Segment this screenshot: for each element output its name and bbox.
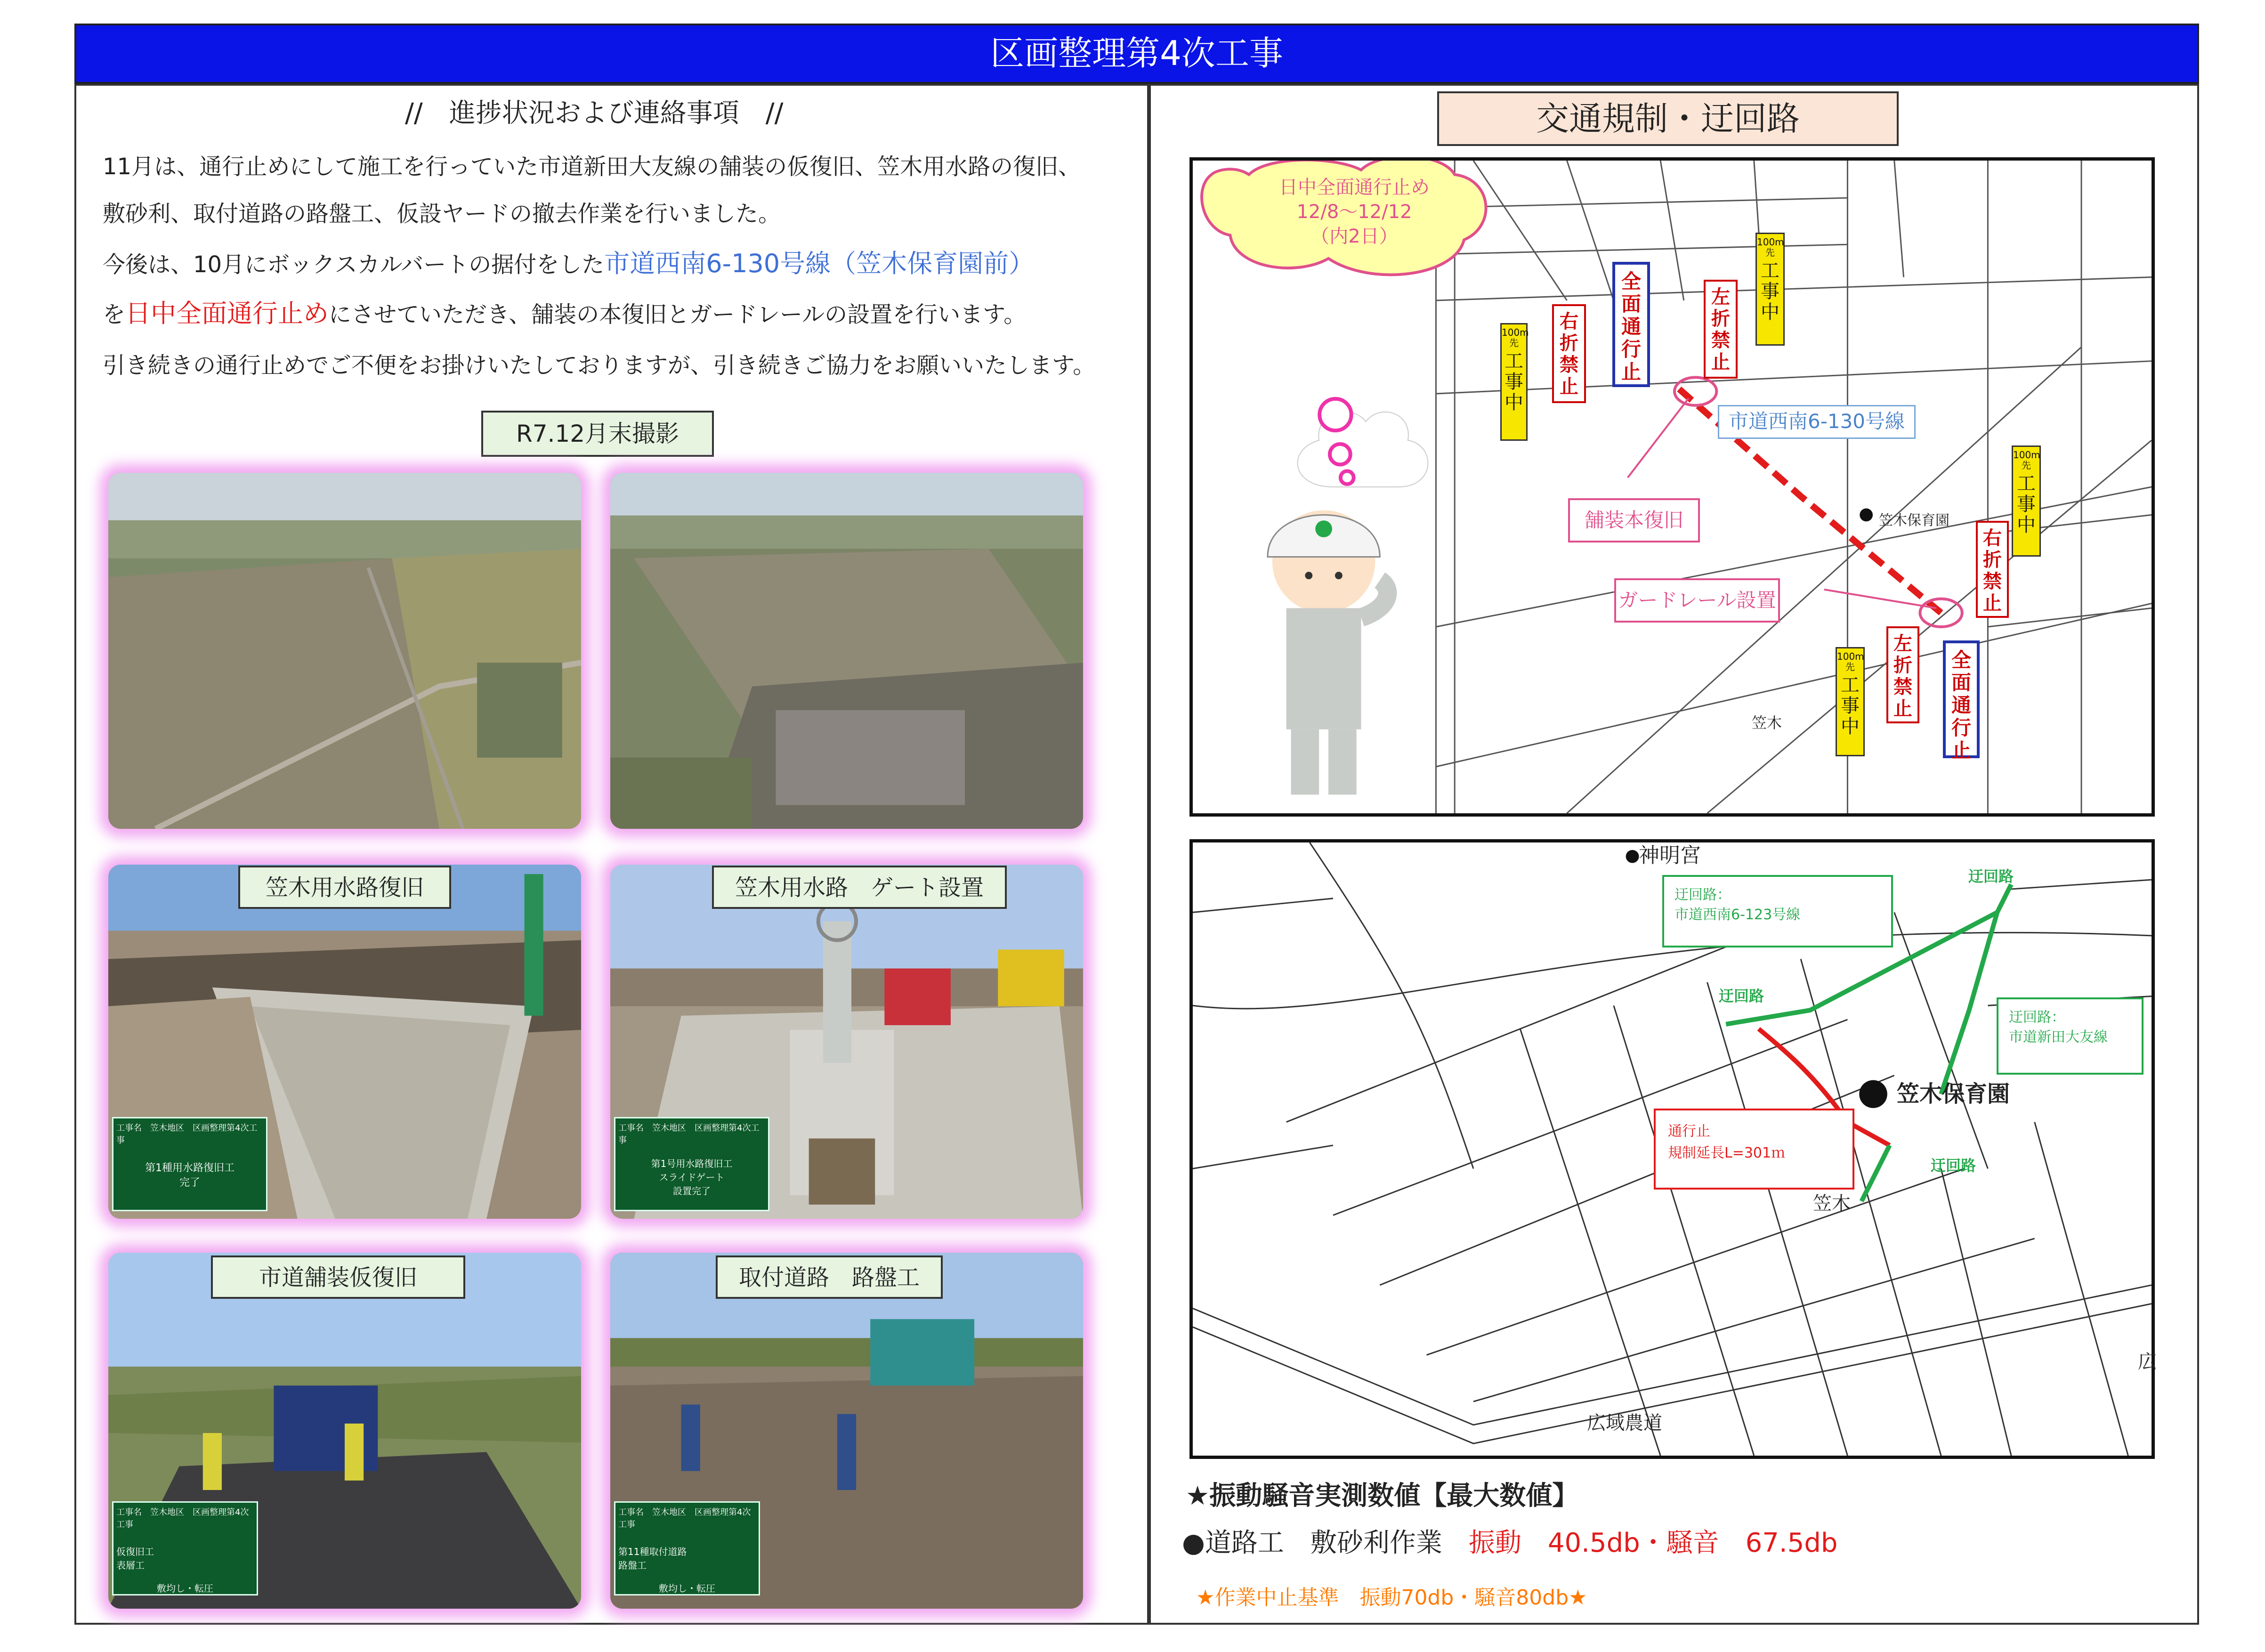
board-line: 敷均し・転圧 bbox=[157, 1583, 213, 1594]
full-close-sign-2: 全面通行止 bbox=[1943, 640, 1980, 758]
area-label-top: 笠木 bbox=[1752, 714, 1782, 732]
photo-caption-paving: 市道舗装仮復旧 bbox=[211, 1255, 465, 1299]
progress-para-4 bbox=[103, 290, 1026, 338]
closure-cloud bbox=[1227, 175, 1481, 249]
noise-heading: ★振動騒音実測数値【最大数値】 bbox=[1186, 1481, 1579, 1511]
board-line: 完了 bbox=[179, 1177, 200, 1189]
progress-para-4-c: にさせていただき、舗装の本復旧とガードレールの設置を行います。 bbox=[329, 301, 1027, 328]
detour-tag-2: 迂回路 bbox=[1719, 987, 1764, 1005]
pave-callout: 舗装本復旧 bbox=[1568, 498, 1700, 543]
work-sign-text: 工事中 bbox=[2017, 473, 2036, 536]
noise-line-a: ●道路工 敷砂利作業 bbox=[1182, 1528, 1469, 1558]
work-sign-dist: 100m先 bbox=[2013, 449, 2040, 471]
work-sign-2 bbox=[1755, 233, 1785, 346]
guardrail-callout: ガードレール設置 bbox=[1614, 578, 1780, 623]
hiro-label: 広 bbox=[2138, 1351, 2157, 1373]
noise-line bbox=[1182, 1522, 1837, 1560]
agri-road-label: 広域農道 bbox=[1587, 1412, 1662, 1434]
work-sign-text: 工事中 bbox=[1761, 260, 1780, 323]
work-sign-3 bbox=[2012, 445, 2041, 557]
photo-board-gate bbox=[614, 1117, 769, 1211]
traffic-map bbox=[1189, 157, 2155, 817]
board-line: 路盤工 bbox=[618, 1560, 647, 1571]
closure-callout bbox=[1654, 1109, 1854, 1190]
full-close-sign-1: 全面通行止 bbox=[1612, 262, 1650, 387]
photo-board-roadbed bbox=[614, 1501, 760, 1595]
photo-board-waterway bbox=[112, 1117, 267, 1211]
progress-para-5: 引き続きの通行止めでご不便をお掛けいたしておりますが、引き続きご協力をお願いいたします。 bbox=[103, 352, 1096, 379]
closure-length: 規制延長L=301ｍ bbox=[1668, 1145, 1786, 1161]
right-turn-sign-2: 右折禁止 bbox=[1976, 521, 2009, 618]
aerial-photo-1 bbox=[108, 473, 581, 829]
progress-para-2: 敷砂利、取付道路の路盤工、仮設ヤードの撤去作業を行いました。 bbox=[103, 201, 781, 227]
detour-callout-2 bbox=[1997, 997, 2144, 1075]
shrine-label: 神明宮 bbox=[1639, 843, 1701, 867]
progress-para-1: 11月は、通行止めにして施工を行っていた市道新田大友線の舗装の仮復旧、笠木用水路の復旧、 bbox=[103, 154, 1081, 180]
progress-para-3 bbox=[103, 240, 1034, 288]
area-label: 笠木 bbox=[1813, 1193, 1851, 1215]
photo-caption-waterway: 笠木用水路復旧 bbox=[238, 866, 451, 909]
progress-para-4-a: を bbox=[103, 301, 126, 328]
detour-tag-1: 迂回路 bbox=[1968, 867, 2014, 885]
detour-1-title: 迂回路： bbox=[1674, 887, 1731, 903]
work-sign-dist: 100m先 bbox=[1837, 651, 1864, 672]
traffic-title: 交通規制・迂回路 bbox=[1437, 91, 1899, 146]
noise-values: 振動 40.5db・騒音 67.5db bbox=[1468, 1528, 1838, 1558]
board-line: 工事名 笠木地区 区画整理第4次工事 bbox=[116, 1123, 258, 1145]
noise-standard: ★作業中止基準 振動70db・騒音80db★ bbox=[1196, 1586, 1587, 1610]
closure-title: 通行止 bbox=[1668, 1123, 1710, 1140]
photo-caption-roadbed: 取付道路 路盤工 bbox=[716, 1255, 943, 1299]
left-turn-sign-1: 左折禁止 bbox=[1704, 280, 1738, 379]
board-line: 工事名 笠木地区 区画整理第4次工事 bbox=[618, 1507, 751, 1530]
board-line: 第11種取付道路 bbox=[618, 1546, 687, 1557]
work-sign-text: 工事中 bbox=[1505, 350, 1523, 413]
board-line: 表層工 bbox=[116, 1560, 145, 1571]
board-line: 設置完了 bbox=[673, 1185, 711, 1197]
nursery-label-top: 笠木保育園 bbox=[1879, 512, 1950, 529]
progress-para-3-a: 今後は、10月にボックスカルバートの据付をした bbox=[103, 251, 605, 278]
board-line: 第1種用水路復旧工 bbox=[145, 1162, 235, 1174]
route-highlight: 市道西南6-130号線（笠木保育園前） bbox=[604, 249, 1035, 278]
board-line: 工事名 笠木地区 区画整理第4次工事 bbox=[618, 1123, 760, 1145]
work-sign-1 bbox=[1500, 323, 1528, 441]
detour-1-name: 市道西南6-123号線 bbox=[1674, 907, 1801, 923]
board-line: 仮復旧工 bbox=[116, 1546, 154, 1557]
cloud-line-1: 日中全面通行止め bbox=[1279, 177, 1430, 198]
right-turn-sign-1: 右折禁止 bbox=[1552, 304, 1586, 403]
detour-callout-1 bbox=[1662, 875, 1893, 947]
left-turn-sign-2: 左折禁止 bbox=[1886, 626, 1919, 723]
board-line: 第1号用水路復旧工 bbox=[651, 1158, 733, 1169]
cloud-line-3: （内2日） bbox=[1310, 226, 1398, 247]
board-line: 工事名 笠木地区 区画整理第4次工事 bbox=[116, 1507, 249, 1530]
route-callout: 市道西南6-130号線 bbox=[1718, 405, 1916, 439]
closure-highlight: 日中全面通行止め bbox=[125, 299, 329, 328]
detour-2-name: 市道新田大友線 bbox=[2009, 1029, 2108, 1045]
photo-date-label: R7.12月末撮影 bbox=[481, 411, 714, 457]
work-sign-dist: 100m先 bbox=[1757, 236, 1784, 258]
page-title: 区画整理第4次工事 bbox=[74, 24, 2199, 84]
photo-caption-gate: 笠木用水路 ゲート設置 bbox=[712, 866, 1007, 909]
progress-heading: // 進捗状況および連絡事項 // bbox=[405, 98, 784, 129]
board-line: スライドゲート bbox=[659, 1172, 725, 1183]
nursery-label: 笠木保育園 bbox=[1897, 1081, 2010, 1107]
cloud-line-2: 12/8～12/12 bbox=[1296, 201, 1412, 223]
detour-2-title: 迂回路： bbox=[2009, 1009, 2065, 1026]
photo-board-paving bbox=[112, 1501, 258, 1595]
work-sign-4 bbox=[1836, 647, 1865, 756]
work-sign-text: 工事中 bbox=[1841, 674, 1860, 737]
detour-tag-3: 迂回路 bbox=[1931, 1157, 1976, 1174]
aerial-photo-2 bbox=[610, 473, 1083, 829]
board-line: 敷均し・転圧 bbox=[659, 1583, 715, 1594]
work-sign-dist: 100m先 bbox=[1502, 327, 1529, 348]
